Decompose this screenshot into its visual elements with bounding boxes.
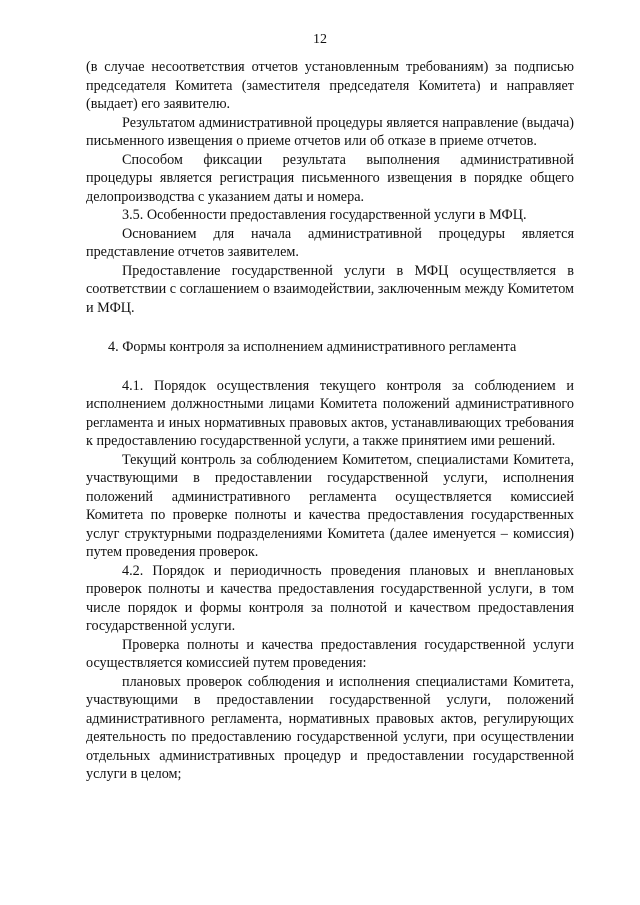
paragraph-current-control: Текущий контроль за соблюдением Комитетом, специалистами Комитета, участвующими в предоставлении государственной услуги, исполнения положений административного регламента осуществляется комиссией Комитета по проверке полноты и качества предоставления государственных услуг структурными подразделениями Комитета (далее именуется – комиссия) путем проведения проверок. — [86, 451, 574, 560]
paragraph-continuation: (в случае несоответствия отчетов установленным требованиям) за подписью председателя Комитета (заместителя председателя Комитета) и направляет (выдает) его заявителю. — [86, 59, 574, 112]
paragraph-planned-checks: плановых проверок соблюдения и исполнения специалистами Комитета, участвующими в предоставлении государственной услуги, положений административного регламента, нормативных правовых актов, регулирующих деятельность по предоставлению государственной услуги, при осуществлении отдельных административных процедур и предоставлении государственной услуги в целом; — [86, 673, 574, 782]
document-body — [86, 58, 574, 784]
page-number: 12 — [313, 32, 327, 47]
paragraph-4-2: 4.2. Порядок и периодичность проведения плановых и внеплановых проверок полноты и качества предоставления государственной услуги, в том числе порядок и формы контроля за полнотой и качеством предоставления государственной услуги. — [86, 562, 574, 634]
paragraph-mfc-basis: Основанием для начала административной процедуры является представление отчетов заявителем. — [86, 225, 574, 260]
section-heading: 4. Формы контроля за исполнением административного регламента — [108, 339, 517, 355]
paragraph-4-1: 4.1. Порядок осуществления текущего контроля за соблюдением и исполнением должностными лицами Комитета положений административного регламента и иных нормативных правовых актов, устанавливающих требования к предоставлению государственной услуги, а также принятием ими решений. — [86, 377, 574, 449]
paragraph-mfc-agreement: Предоставление государственной услуги в МФЦ осуществляется в соответствии с соглашением о взаимодействии, заключенным между Комитетом и МФЦ. — [86, 262, 574, 316]
paragraph-result: Результатом административной процедуры является направление (выдача) письменного извещения о приеме отчетов или об отказе в приеме отчетов. — [86, 114, 574, 149]
paragraph-fixation: Способом фиксации результата выполнения административной процедуры является регистрация письменного извещения в порядке общего делопроизводства с указанием даты и номера. — [86, 151, 574, 205]
paragraph-verification: Проверка полноты и качества предоставления государственной услуги осуществляется комиссией путем проведения: — [86, 636, 574, 671]
paragraph-mfc-title: 3.5. Особенности предоставления государственной услуги в МФЦ. — [122, 207, 527, 223]
